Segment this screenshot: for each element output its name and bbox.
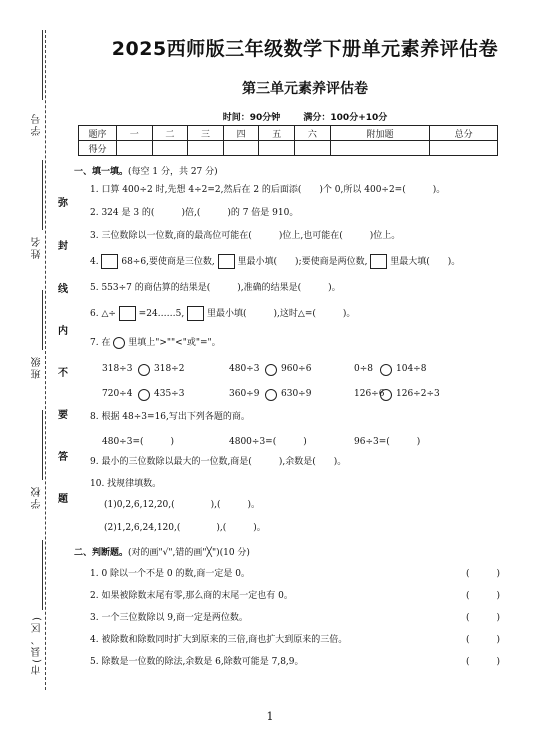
judge-item bbox=[90, 610, 500, 623]
label-school: 学校 bbox=[32, 485, 43, 509]
compare-right: 104÷8 bbox=[396, 364, 427, 374]
compare-left: 480÷3 bbox=[229, 364, 260, 374]
score-input-cell[interactable] bbox=[188, 141, 224, 156]
score-cell: 题序 bbox=[79, 126, 117, 141]
question-2: 2. 324 是 3 的( )倍,( )的 7 倍是 910。 bbox=[90, 208, 299, 218]
label-student-number: 学号 bbox=[32, 112, 43, 136]
division-item: 96÷3=( ) bbox=[354, 437, 421, 447]
bind-char: 题 bbox=[58, 488, 68, 507]
answer-box[interactable] bbox=[119, 306, 136, 321]
bind-char: 内 bbox=[58, 320, 68, 339]
time-limit: 时间：90分钟 bbox=[222, 113, 281, 123]
answer-box[interactable] bbox=[218, 254, 235, 269]
score-cell: 总分 bbox=[430, 126, 498, 141]
answer-paren[interactable]: ( ) bbox=[465, 657, 500, 667]
compare-left: 126÷6 bbox=[354, 389, 385, 399]
compare-circle[interactable] bbox=[138, 364, 150, 376]
question-10: 10. 找规律填数。 bbox=[90, 479, 162, 489]
compare-circle[interactable] bbox=[138, 389, 150, 401]
compare-left: 360÷9 bbox=[229, 389, 260, 399]
judge-item bbox=[90, 566, 500, 579]
score-input-cell[interactable] bbox=[430, 141, 498, 156]
judge-text: 2. 如果被除数末尾有零,那么商的末尾一定也有 0。 bbox=[90, 591, 293, 601]
bind-char: 答 bbox=[58, 446, 68, 465]
question-4-number: 4. bbox=[90, 257, 99, 267]
section1-note: (每空 1 分，共 27 分) bbox=[128, 167, 218, 177]
judge-text: 4. 被除数和除数同时扩大到原来的三倍,商也扩大到原来的三倍。 bbox=[90, 635, 348, 645]
compare-right: 960÷6 bbox=[281, 364, 312, 374]
score-cell: 五 bbox=[259, 126, 295, 141]
score-cell: 得分 bbox=[79, 141, 117, 156]
score-cell: 二 bbox=[152, 126, 188, 141]
question-6 bbox=[90, 306, 355, 321]
answer-box[interactable] bbox=[101, 254, 118, 269]
question-6-text-b: =24……5, bbox=[138, 309, 185, 319]
question-7 bbox=[90, 336, 221, 350]
compare-left: 318÷3 bbox=[102, 364, 133, 374]
score-input-cell[interactable] bbox=[152, 141, 188, 156]
city-line bbox=[42, 540, 43, 610]
score-table bbox=[78, 125, 498, 156]
score-cell: 三 bbox=[188, 126, 224, 141]
answer-paren[interactable]: ( ) bbox=[465, 591, 500, 601]
bind-char: 线 bbox=[58, 278, 68, 297]
question-8: 8. 根据 48÷3=16,写出下列各题的商。 bbox=[90, 412, 250, 422]
compare-left: 0÷8 bbox=[354, 364, 373, 374]
compare-right: 630÷9 bbox=[281, 389, 312, 399]
score-cell: 四 bbox=[223, 126, 259, 141]
school-line bbox=[42, 410, 43, 480]
judge-text: 3. 一个三位数除以 9,商一定是两位数。 bbox=[90, 613, 248, 623]
question-4-text-b: 里最小填( );要使商是两位数, bbox=[237, 257, 368, 267]
question-4-text-a: 68÷6,要使商是三位数, bbox=[121, 257, 215, 267]
class-line bbox=[42, 290, 43, 350]
judge-item bbox=[90, 654, 500, 667]
question-5: 5. 553÷7 的商估算的结果是( ),准确的结果是( )。 bbox=[90, 283, 341, 293]
score-input-cell[interactable] bbox=[330, 141, 430, 156]
exam-meta bbox=[90, 110, 520, 123]
section2-note: (对的画"√",错的画"╳")(10 分) bbox=[128, 548, 250, 558]
score-input-cell[interactable] bbox=[223, 141, 259, 156]
score-cell: 一 bbox=[117, 126, 153, 141]
judge-text: 1. 0 除以一个不是 0 的数,商一定是 0。 bbox=[90, 569, 250, 579]
bind-char: 弥 bbox=[58, 192, 68, 211]
question-6-text-a: 6. △÷ bbox=[90, 309, 116, 319]
question-4-text-c: 里最大填( )。 bbox=[390, 257, 461, 267]
judge-item bbox=[90, 588, 500, 601]
section1-heading bbox=[74, 164, 218, 177]
division-item: 4800÷3=( ) bbox=[229, 437, 307, 447]
compare-left: 720÷4 bbox=[102, 389, 133, 399]
question-6-text-c: 里最小填( ),这时△=( )。 bbox=[207, 309, 356, 319]
section1-title: 一、填一填。 bbox=[74, 167, 129, 177]
name-line bbox=[42, 160, 43, 230]
answer-paren[interactable]: ( ) bbox=[465, 635, 500, 645]
compare-right: 318÷2 bbox=[154, 364, 185, 374]
score-cell: 附加题 bbox=[330, 126, 430, 141]
label-class: 班级 bbox=[32, 355, 43, 379]
score-table-header-row bbox=[79, 126, 498, 141]
judge-text: 5. 除数是一位数的除法,余数是 6,除数可能是 7,8,9。 bbox=[90, 657, 304, 667]
section2-title: 二、判断题。 bbox=[74, 548, 129, 558]
question-7-text-b: 里填上">""<"或"="。 bbox=[128, 338, 221, 348]
dashed-binding-line bbox=[45, 30, 46, 690]
score-cell: 六 bbox=[295, 126, 331, 141]
compare-circle[interactable] bbox=[380, 389, 392, 401]
compare-circle[interactable] bbox=[265, 364, 277, 376]
bind-char: 不 bbox=[58, 362, 68, 381]
bind-char: 封 bbox=[58, 235, 68, 254]
page-number: 1 bbox=[266, 710, 274, 723]
score-input-cell[interactable] bbox=[295, 141, 331, 156]
answer-box[interactable] bbox=[187, 306, 204, 321]
student-number-line bbox=[42, 30, 43, 100]
score-input-cell[interactable] bbox=[259, 141, 295, 156]
compare-circle-icon bbox=[113, 337, 125, 349]
score-input-cell[interactable] bbox=[117, 141, 153, 156]
compare-right: 126÷2÷3 bbox=[396, 389, 440, 399]
answer-paren[interactable]: ( ) bbox=[465, 613, 500, 623]
label-name: 姓名 bbox=[32, 235, 43, 259]
question-3: 3. 三位数除以一位数,商的最高位可能在( )位上,也可能在( )位上。 bbox=[90, 231, 401, 241]
exam-subtitle: 第三单元素养评估卷 bbox=[242, 81, 368, 97]
section2-heading bbox=[74, 545, 250, 558]
judge-item bbox=[90, 632, 500, 645]
binding-strip bbox=[0, 0, 70, 733]
question-7-text-a: 7. 在 bbox=[90, 338, 111, 348]
exam-title: 2025西师版三年级数学下册单元素养评估卷 bbox=[111, 38, 499, 60]
compare-circle[interactable] bbox=[380, 364, 392, 376]
full-score: 满分：100分+10分 bbox=[303, 113, 388, 123]
compare-circle[interactable] bbox=[265, 389, 277, 401]
question-9: 9. 最小的三位数除以最大的一位数,商是( ),余数是( )。 bbox=[90, 457, 347, 467]
answer-box[interactable] bbox=[370, 254, 387, 269]
question-10-part-1: (1)0,2,6,12,20,( ),( )。 bbox=[104, 500, 261, 510]
division-item: 480÷3=( ) bbox=[102, 437, 175, 447]
question-10-part-2: (2)1,2,6,24,120,( ),( )。 bbox=[104, 523, 266, 533]
bind-char: 要 bbox=[58, 404, 68, 423]
answer-paren[interactable]: ( ) bbox=[465, 569, 500, 579]
score-table-score-row bbox=[79, 141, 498, 156]
compare-right: 435÷3 bbox=[154, 389, 185, 399]
question-1: 1. 口算 400÷2 时,先想 4÷2=2,然后在 2 的后面添( )个 0,所以 400÷2=( )。 bbox=[90, 185, 446, 195]
question-4 bbox=[90, 254, 460, 269]
label-city: 市(县、区) bbox=[32, 615, 43, 675]
